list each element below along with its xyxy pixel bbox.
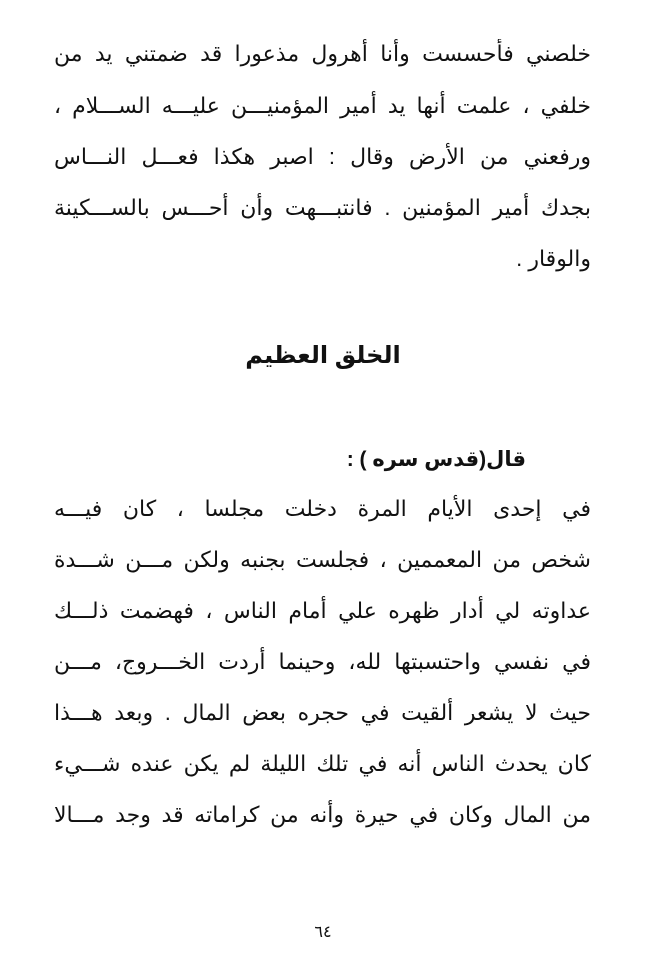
paragraph-2-line-1: في إحدى الأيام المرة دخلت مجلسا ، كان فيـــه bbox=[54, 496, 591, 521]
paragraph-1-line-2: خلفي ، علمت أنها يد أمير المؤمنيـــن عليـــه الســـلام ، bbox=[54, 93, 591, 118]
paragraph-1-line-5: والوقار . bbox=[516, 246, 591, 271]
section-heading: الخلق العظيم bbox=[245, 342, 401, 369]
paragraph-1-line-4: بجدك أمير المؤمنين . فانتبـــهت وأن أحـــس بالســـكينة bbox=[54, 195, 591, 220]
paragraph-1-line-1: خلصني فأحسست وأنا أهرول مذعورا قد ضمتني يد من bbox=[54, 41, 591, 66]
paragraph-2-line-7: من المال وكان في حيرة وأنه من كراماته قد وجد مـــالا bbox=[54, 802, 591, 827]
paragraph-2-line-4: في نفسي واحتسبتها لله، وحينما أردت الخـــروج، مـــن bbox=[54, 649, 591, 674]
paragraph-2-line-2: شخص من المعممين ، فجلست بجنبه ولكن مـــن شـــدة bbox=[54, 547, 591, 572]
section-subheading: قال(قدس سره ) : bbox=[346, 448, 526, 471]
paragraph-2-line-3: عداوته لي أدار ظهره علي أمام الناس ، فهضمت ذلـــك bbox=[54, 598, 591, 623]
paragraph-2-line-5: حيث لا يشعر ألقيت في حجره بعض المال . وبعد هـــذا bbox=[54, 700, 591, 725]
paragraph-2-line-6: كان يحدث الناس أنه في تلك الليلة لم يكن عنده شـــيء bbox=[54, 751, 591, 776]
paragraph-1-line-3: ورفعني من الأرض وقال : اصبر هكذا فعـــل النـــاس bbox=[54, 144, 591, 169]
page-number: ٦٤ bbox=[314, 924, 332, 941]
